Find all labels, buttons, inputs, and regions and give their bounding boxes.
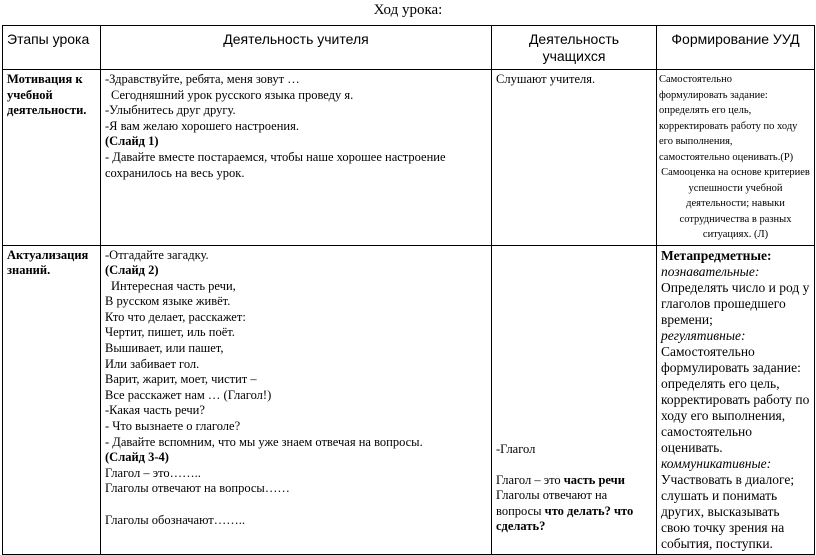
riddle-line: Кто что делает, расскажет: [105,309,246,324]
header-uud: Формирование УУД [657,26,815,70]
student-answer [496,473,652,489]
student-answer-bold: что делать? что [544,503,634,518]
table-row-motivation [3,70,815,246]
table-row-actualization [3,245,815,554]
slide-label: (Слайд 2) [105,263,159,278]
uud-line: Самостоятельно [659,74,732,85]
student-answer: Глаголы отвечают на [496,488,608,503]
teacher-line: -Улыбнитесь друг другу. [105,103,236,118]
riddle-line: Интересная часть речи, [111,278,236,293]
student-answer-text: вопросы [496,503,545,518]
teacher-line: Глагол – это…….. [105,465,201,480]
header-teacher: Деятельность учителя [101,26,492,70]
riddle-line: Вышивает, или пашет, [105,341,224,356]
teacher-line: сохранилось на весь урок. [105,165,245,180]
teacher-line: -Я вам желаю хорошего настроения. [105,118,299,133]
riddle-line: Или забивает гол. [105,356,200,371]
header-stages: Этапы урока [3,26,101,70]
table-header-row [3,26,815,70]
teacher-line: Глаголы обозначают…….. [105,512,245,527]
uud-line: его выполнения, [659,136,733,147]
teacher-line: Сегодняшний урок русского языка проведу я. [111,87,354,102]
page-title: Ход урока: [373,2,443,18]
uud-text-communicative: Участвовать в диалоге; слушать и понимать других, высказывать свою точку зрения на события, поступки. [661,471,795,551]
header-students: Деятельность учащихся [492,26,657,70]
teacher-line: -Здравствуйте, ребята, меня зовут … [105,72,300,86]
student-answer [496,504,652,520]
uud-actualization [657,245,815,554]
teacher-activity-motivation [101,70,492,246]
teacher-line: - Что вызнаете о глаголе? [105,419,241,434]
slide-label: (Слайд 1) [105,134,159,149]
uud-heading-communicative: коммуникативные: [661,455,772,471]
uud-heading-metasubject: Метапредметные: [661,247,772,263]
uud-line: корректировать работу по ходу [659,120,798,132]
riddle-line: В русском языке живёт. [105,294,231,309]
student-activity-motivation: Слушают учителя. [492,70,657,246]
lesson-table [2,25,815,555]
teacher-line: -Какая часть речи? [105,403,205,418]
riddle-line: Варит, жарит, моет, чистит – [105,372,257,387]
teacher-line: -Отгадайте загадку. [105,247,209,262]
teacher-activity-actualization [101,245,492,554]
riddle-line: Все расскажет нам … (Глагол!) [105,387,272,402]
riddle-line: Чертит, пишет, иль поёт. [105,325,235,340]
uud-line: определять его цель, [659,105,752,116]
student-answer-text: Глагол – это [496,472,564,487]
teacher-line: - Давайте вместе постараемся, чтобы наше хорошее настроение [105,149,446,164]
stage-motivation: Мотивация к учебной деятельности. [3,70,101,246]
student-answer-bold: часть речи [563,472,625,487]
uud-line: формулировать задание: [659,89,768,101]
uud-heading-regulative: регулятивные: [661,327,746,343]
teacher-line: Глаголы отвечают на вопросы…… [105,481,290,496]
uud-motivation [657,70,815,246]
uud-line: самостоятельно оценивать.(Р) [659,151,794,163]
stage-actualization: Актуализация знаний. [3,245,101,554]
slide-label: (Слайд 3-4) [105,450,169,465]
uud-heading-cognitive: познавательные: [661,263,760,279]
uud-text-regulative: Самостоятельно формулировать задание: определять его цель, корректировать работу по ходу его выполнения, самостоятельно оценивать. [661,343,810,455]
student-spacer [496,248,652,442]
student-answer: сделать? [496,519,546,534]
uud-self-assessment: Самооценка на основе критериев успешности учебной деятельности; навыки сотрудничества в разных ситуациях. (Л) [661,167,810,240]
uud-text-cognitive: Определять число и род у глаголов прошедшего времени; [661,279,810,327]
student-spacer-line [496,457,652,473]
teacher-line [105,497,487,513]
teacher-line: - Давайте вспомним, что мы уже знаем отвечая на вопросы. [105,434,423,449]
student-answer: -Глагол [496,441,536,456]
student-activity-actualization [492,245,657,554]
